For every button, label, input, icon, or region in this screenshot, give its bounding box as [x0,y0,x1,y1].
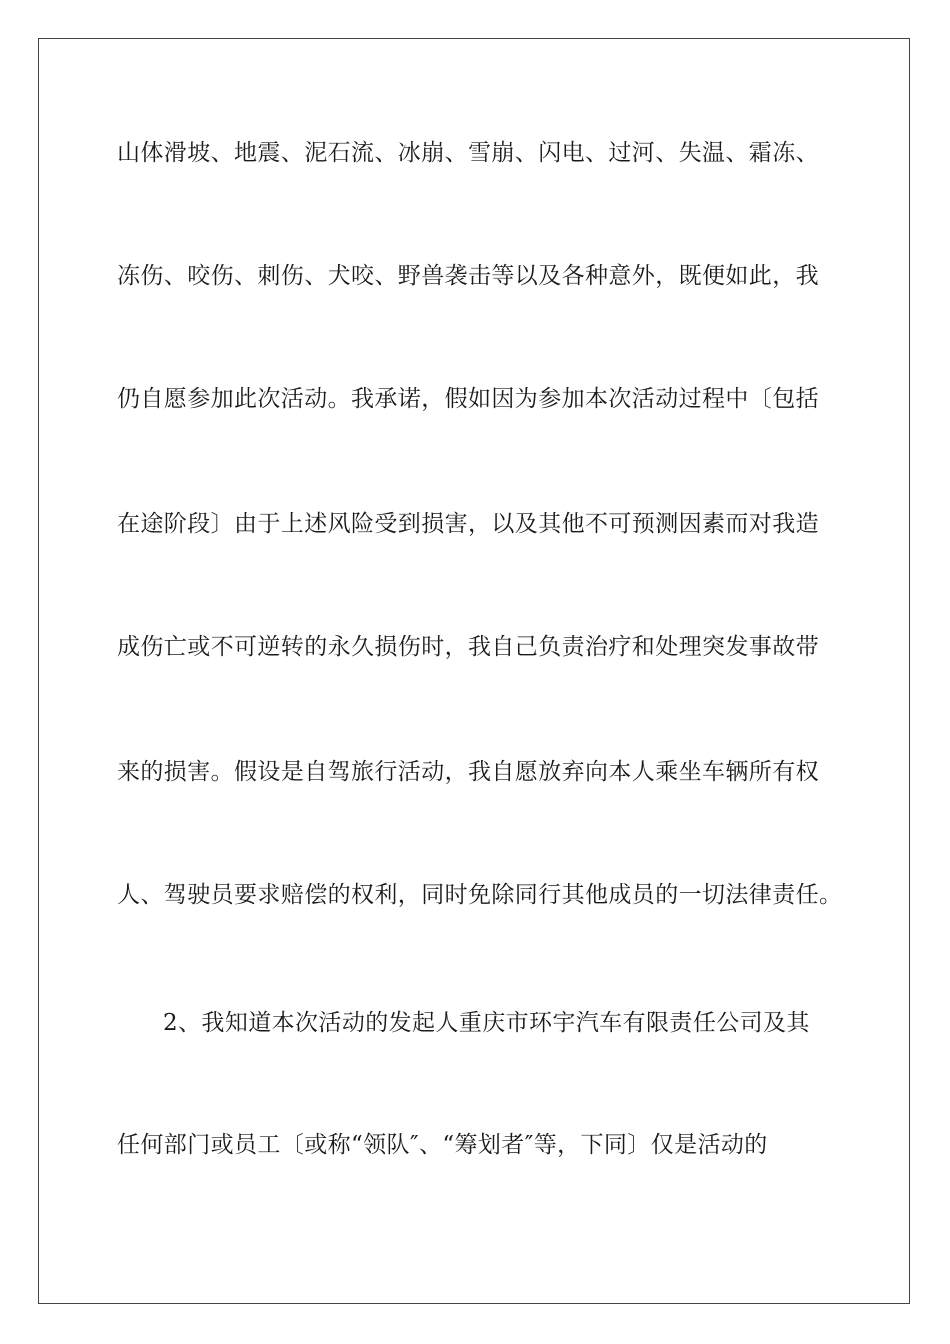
text-line-6: 来的损害。假设是自驾旅行活动，我自愿放弃向本人乘坐车辆所有权 [117,759,819,785]
text-line-9: 任何部门或员工〔或称“领队″、“筹划者″等，下同〕仅是活动的 [117,1132,768,1158]
text-line-5: 成伤亡或不可逆转的永久损伤时，我自己负责治疗和处理突发事故带 [117,634,819,660]
page-border [38,38,910,1304]
text-line-7: 人、驾驶员要求赔偿的权利，同时免除同行其他成员的一切法律责任。 [117,882,843,908]
text-line-1: 山体滑坡、地震、泥石流、冰崩、雪崩、闪电、过河、失温、霜冻、 [117,140,819,166]
text-line-8-paragraph-start: 2、我知道本次活动的发起人重庆市环宇汽车有限责任公司及其 [163,1010,810,1036]
text-line-2: 冻伤、咬伤、刺伤、犬咬、野兽袭击等以及各种意外，既便如此，我 [117,263,819,289]
text-line-3: 仍自愿参加此次活动。我承诺，假如因为参加本次活动过程中〔包括 [117,386,819,412]
text-line-4: 在途阶段〕由于上述风险受到损害，以及其他不可预测因素而对我造 [117,511,819,537]
